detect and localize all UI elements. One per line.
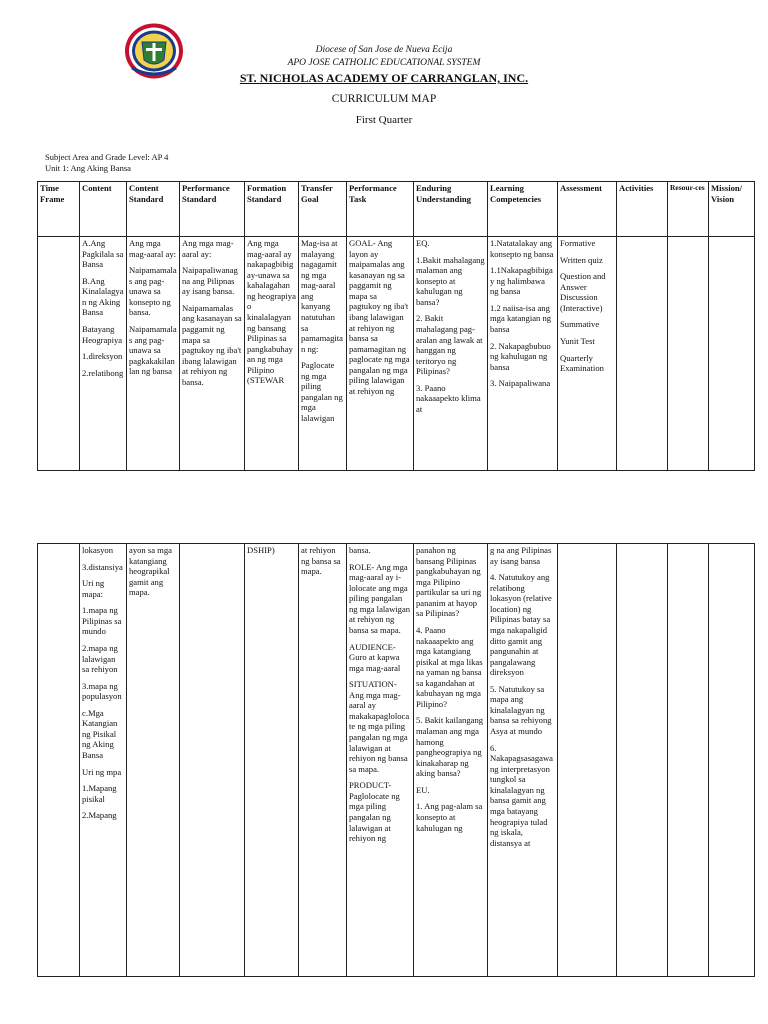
cell-paragraph: 3. Naipapaliwana xyxy=(490,378,551,389)
col-header-content: Content xyxy=(80,182,127,237)
transfer-goal-cell xyxy=(299,544,347,977)
cell-paragraph: panahon ng bansang Pilipinas pangkabuhayan ng mga Pilipino partikular sa uri ng pananim at hayop sa Pilipinas? xyxy=(416,545,482,619)
cell-paragraph: Uri ng mpa xyxy=(82,766,122,777)
cell-paragraph: 3.distansiya xyxy=(82,561,123,572)
col-header-resources: Resour-ces xyxy=(668,182,709,237)
cell-paragraph: 1.2 naiisa-isa ang mga katangian ng bansa xyxy=(490,302,552,334)
cell-paragraph: g na ang Pilipinas ay isang bansa xyxy=(490,545,552,566)
cell-paragraph: GOAL- Ang layon ay maipamalas ang kasanayan ng sa paggamit ng mapa sa pagtukoy ng iba't ibang lalawigan at rehiyon ng bansa sa pamamagitan ng paglocate ng mga pangalan ng mga piling lalawigan at rehiyon ng xyxy=(349,238,410,396)
cell-paragraph: 5. Natutukoy sa mapa ang kinalalagyan ng bansa sa rehiyong Asya at mundo xyxy=(490,683,552,736)
cell-paragraph: Yunit Test xyxy=(560,335,595,346)
transfer-goal-cell xyxy=(299,237,347,471)
cell-paragraph: SITUATION- Ang mga mag-aaral ay makakapaglolocate ng mga piling pangalan ng mga lalawigan at rehiyon ng bansa sa mapa. xyxy=(349,679,410,774)
formation-standard-cell xyxy=(245,237,299,471)
resources-cell xyxy=(668,237,709,471)
col-header-content-standard: Content Standard xyxy=(127,182,180,237)
performance-standard-cell xyxy=(180,544,245,977)
cell-paragraph: Ang mga mag-aaral ay: xyxy=(129,238,176,259)
col-header-performance-task: Performance Task xyxy=(347,182,414,237)
curriculum-map-table-page-2 xyxy=(37,543,755,977)
cell-paragraph: 4. Paano nakaaapekto ang mga katangiang pisikal at mga likas na yaman ng bansa sa kagandahan at kabuhayan ng mga Pilipino? xyxy=(416,624,483,709)
cell-paragraph: Naipamamalas ang kasanayan sa paggamit ng mapa sa pagtukoy ng iba't ibang lalawigan at rehiyon ng bansa. xyxy=(182,302,242,387)
cell-paragraph: Naipamamalas ang pag-unawa sa konsepto ng bansa. xyxy=(129,265,177,318)
cell-paragraph: 1.Bakit mahalagang malaman ang konsepto at kahulugan ng bansa? xyxy=(416,254,485,307)
content-standard-cell xyxy=(127,544,180,977)
performance-standard-cell xyxy=(180,237,245,471)
cell-paragraph: ROLE- Ang mga mag-aaral ay i-lolocate ang mga piling pangalan ng mga lalawigan at rehiyon ng bansa sa mapa. xyxy=(349,561,411,635)
quarter-label: First Quarter xyxy=(355,114,413,126)
cell-paragraph: c.Mga Katangian ng Pisikal ng Aking Bansa xyxy=(82,707,118,760)
unit-label: Unit 1: Ang Aking Bansa xyxy=(45,163,131,173)
activities-cell xyxy=(617,544,668,977)
cell-paragraph: Mag-isa at malayang nagagamit ng mga mag-aaral ang kanyang natutuhan sa pamamagitan ng: xyxy=(301,238,343,354)
cell-paragraph: Uri ng mapa: xyxy=(82,578,105,599)
activities-cell xyxy=(617,237,668,471)
curriculum-map-table-page-1 xyxy=(37,181,755,471)
col-header-formation-standard: Formation Standard xyxy=(245,182,299,237)
cell-paragraph: 3. Paano nakaaapekto klima at xyxy=(416,382,481,414)
subject-grade-label: Subject Area and Grade Level: AP 4 xyxy=(45,152,169,162)
header-row xyxy=(38,182,755,237)
formation-standard-cell xyxy=(245,544,299,977)
cell-paragraph: Question and Answer Discussion (Interactive) xyxy=(560,271,606,313)
diocese-line: Diocese of San Jose de Nueva Ecija xyxy=(315,45,453,55)
cell-paragraph: 2.Mapang xyxy=(82,810,117,821)
performance-task-cell xyxy=(347,237,414,471)
cell-paragraph: Ang mga mag- aaral ay: xyxy=(182,238,234,259)
content-cell xyxy=(80,237,127,471)
cell-paragraph: A.Ang Pagkilala sa Bansa xyxy=(82,238,124,270)
cell-paragraph: 5. Bakit kailangang malaman ang mga hamong pangheograpiya ng kinakaharap ng aking bansa? xyxy=(416,715,484,779)
cell-paragraph: Naipamamalas ang pag-unawa sa pagkakakilanlan ng bansa xyxy=(129,323,177,377)
school-name: ST. NICHOLAS ACADEMY OF CARRANGLAN, INC. xyxy=(239,71,529,85)
assessment-cell xyxy=(558,237,617,471)
time-frame-cell xyxy=(38,544,80,977)
cell-paragraph: Ang mga mag-aaral ay nakapagbibigay-unawa sa kahalagahan ng heograpiya o kinalalagyan ng bansang Pilipinas sa pangkabuhayan ng mga Pilipino (STEWAR xyxy=(247,238,296,386)
educational-system-line: APO JOSE CATHOLIC EDUCATIONAL SYSTEM xyxy=(287,58,481,68)
mission-vision-cell xyxy=(709,237,755,471)
cell-paragraph: 3.mapa ng populasyon xyxy=(82,680,122,702)
cell-paragraph: EQ. xyxy=(416,238,430,248)
col-header-assessment: Assessment xyxy=(558,182,617,237)
cell-paragraph: Batayang Heograpiya xyxy=(82,323,123,345)
cell-paragraph: 6. Nakapagsasagawa ng interpretasyon tungkol sa kinalalagyan ng bansa gamit ang mga batayang heograpiya tulad ng iskala, distansya at xyxy=(490,742,553,848)
cell-paragraph: 4. Natutukoy ang relatibong lokasyon (relative location) ng Pilipinas batay sa mga nakapaligid ditto gamit ang pangunahin at pangalawang direksyon xyxy=(490,572,552,678)
mission-vision-cell xyxy=(709,544,755,977)
cell-paragraph: ayon sa mga katangiang heograpikal gamit ang mapa. xyxy=(129,545,172,598)
cell-paragraph: 1.direksyon xyxy=(82,351,123,362)
content-cell xyxy=(80,544,127,977)
cell-paragraph: Formative xyxy=(560,238,596,248)
cell-paragraph: Naipapaliwanag na ang Pilipnas ay isang bansa. xyxy=(182,265,238,297)
learning-competencies-cell xyxy=(488,237,558,471)
cell-paragraph: 1. Ang pag-alam sa konsepto at kahulugan ng xyxy=(416,801,483,833)
learning-competencies-cell xyxy=(488,544,558,977)
cell-paragraph: EU. xyxy=(416,784,430,795)
content-standard-cell xyxy=(127,237,180,471)
enduring-understanding-cell xyxy=(414,544,488,977)
cell-paragraph: 2. Bakit mahalagang pag-aralan ang lawak at hanggan ng teritoryo ng Pilipinas? xyxy=(416,313,483,377)
assessment-cell xyxy=(558,544,617,977)
cell-paragraph: Quarterly Examination xyxy=(560,352,604,374)
cell-paragraph: lokasyon xyxy=(82,545,114,555)
cell-paragraph: B.Ang Kinalalagyan ng Aking Bansa xyxy=(82,275,124,318)
col-header-time-frame: Time Frame xyxy=(38,182,80,237)
cell-paragraph: 2.mapa ng lalawigan sa rehiyon xyxy=(82,642,118,675)
col-header-learning-competencies: Learning Competencies xyxy=(488,182,558,237)
col-header-transfer-goal: Transfer Goal xyxy=(299,182,347,237)
cell-paragraph: Paglocate ng mga piling pangalan ng mga lalawigan xyxy=(301,360,343,423)
resources-cell xyxy=(668,544,709,977)
cell-paragraph: 1.1Nakapagbibigay ng halimbawa ng bansa xyxy=(490,265,553,297)
table-row xyxy=(38,237,755,471)
col-header-activities: Activities xyxy=(617,182,668,237)
enduring-understanding-cell xyxy=(414,237,488,471)
cell-paragraph: 1.mapa ng Pilipinas sa mundo xyxy=(82,605,122,637)
cell-paragraph: AUDIENCE- Guro at kapwa mga mag-aaral xyxy=(349,641,401,673)
cell-paragraph: DSHIP) xyxy=(247,545,275,555)
time-frame-cell xyxy=(38,237,80,471)
cell-paragraph: 1.Natatalakay ang konsepto ng bansa xyxy=(490,238,554,259)
table-row xyxy=(38,544,755,977)
performance-task-cell xyxy=(347,544,414,977)
cell-paragraph: Summative xyxy=(560,319,600,330)
cell-paragraph: bansa. xyxy=(349,545,371,555)
cell-paragraph: 2.relatibong xyxy=(82,367,124,378)
col-header-performance-standard: Performance Standard xyxy=(180,182,245,237)
cell-paragraph: at rehiyon ng bansa sa mapa. xyxy=(301,545,341,577)
col-header-enduring-understanding: Enduring Understanding xyxy=(414,182,488,237)
cell-paragraph: 2. Nakapagbubuo ng kahulugan ng bansa xyxy=(490,340,551,372)
col-header-mission-vision: Mission/ Vision xyxy=(709,182,755,237)
cell-paragraph: Written quiz xyxy=(560,254,603,265)
cell-paragraph: 1.Mapang pisikal xyxy=(82,783,117,804)
document-title: CURRICULUM MAP xyxy=(331,93,437,105)
cell-paragraph: PRODUCT- Paglolocate ng mga piling pangalan ng lalawigan at rehiyon ng xyxy=(349,780,400,844)
